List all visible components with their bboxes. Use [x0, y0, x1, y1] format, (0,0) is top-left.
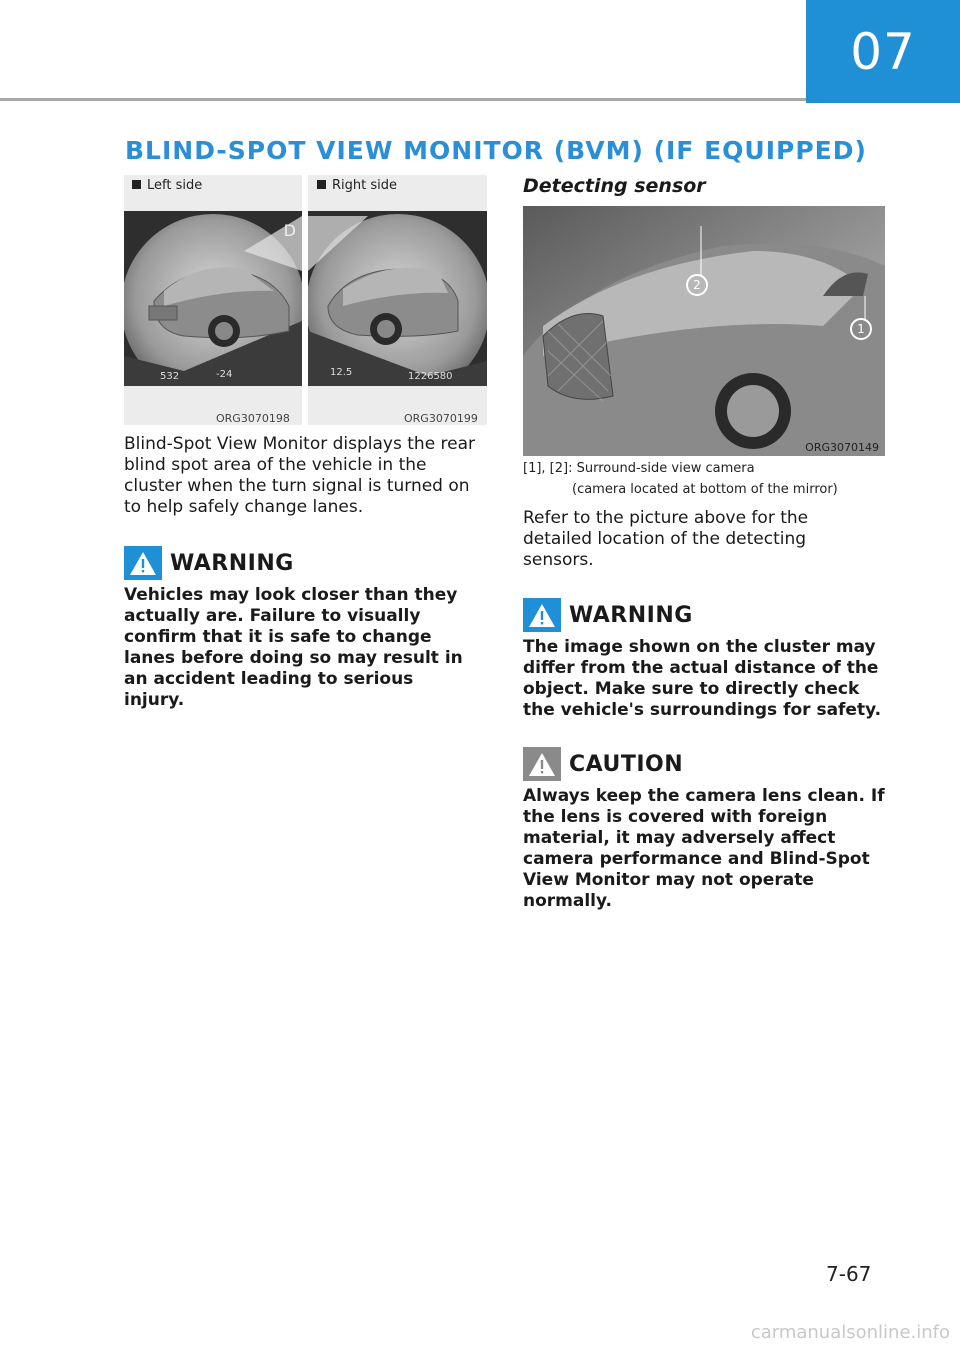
figure-caption-line1: [1], [2]: Surround-side view camera: [523, 461, 755, 476]
figure-right-label: Right side: [317, 178, 397, 193]
figure-right-code: ORG3070199: [404, 412, 478, 425]
section-title: BLIND-SPOT VIEW MONITOR (BVM) (IF EQUIPPED): [125, 136, 867, 165]
header-rule: [0, 98, 806, 101]
warning-title: WARNING: [569, 602, 693, 628]
warning-triangle-icon: [124, 546, 162, 580]
square-bullet-icon: [317, 180, 326, 189]
warning-text: Vehicles may look closer than they actually are. Failure to visually confirm that it is safe to change lanes before doing so may result in an accident leading to serious injury.: [124, 585, 463, 710]
caution-header: [523, 747, 683, 781]
warning-triangle-icon: [523, 598, 561, 632]
chapter-number: 07: [850, 22, 916, 81]
warning-header: [124, 546, 294, 580]
callout-2: 2: [686, 274, 708, 296]
caution-text: Always keep the camera lens clean. If the lens is covered with foreign material, it may adversely affect camera performance and Blind-Spot View Monitor may not operate normally.: [523, 786, 885, 911]
square-bullet-icon: [132, 180, 141, 189]
intro-paragraph: Blind-Spot View Monitor displays the rear blind spot area of the vehicle in the cluster when the turn signal is turned on to help safely change lanes.: [124, 434, 476, 517]
figure-left-code: ORG3070198: [216, 412, 290, 425]
warning-title: WARNING: [170, 550, 294, 576]
odometer-readout: 1226580: [408, 371, 453, 382]
caution-title: CAUTION: [569, 751, 684, 777]
page-number: 7-67: [826, 1262, 872, 1286]
detecting-paragraph: Refer to the picture above for the detailed location of the detecting sensors.: [523, 508, 809, 570]
warning-header: [523, 598, 693, 632]
callout-1: 1: [850, 318, 872, 340]
gear-indicator: D: [283, 221, 296, 240]
detecting-sensor-image: [523, 206, 885, 456]
temperature-readout: -24: [216, 369, 233, 380]
figure-caption-line2: (camera located at bottom of the mirror): [572, 482, 838, 497]
odometer-readout: 532: [160, 371, 180, 382]
detecting-sensor-heading: Detecting sensor: [523, 175, 706, 197]
warning-text: The image shown on the cluster may differ from the actual distance of the object. Make sure to directly check the vehicle's surroundings for safety.: [523, 637, 882, 720]
right-cluster-image: [308, 211, 487, 386]
caution-triangle-icon: [523, 747, 561, 781]
trip-readout: 12.5: [330, 367, 353, 378]
watermark: carmanualsonline.info: [750, 1322, 950, 1343]
chapter-tab: [806, 0, 960, 103]
figure-left-label: Left side: [132, 178, 202, 193]
figure-code: ORG3070149: [805, 441, 879, 454]
left-cluster-image: [124, 211, 302, 386]
